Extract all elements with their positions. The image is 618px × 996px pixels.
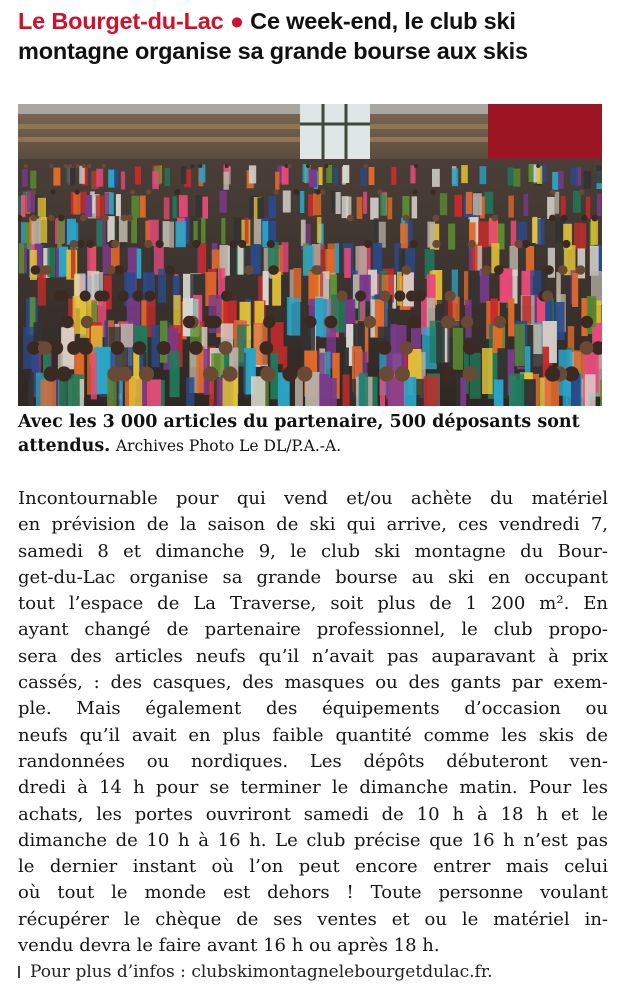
body-line: ple. Mais également des équipements d’occasion ou	[18, 698, 608, 720]
body-line: get-du-Lac organise sa grande bourse au ski en occupant	[18, 566, 608, 588]
body-line: Incontournable pour qui vend et/ou achète du matériel	[18, 488, 608, 509]
location-kicker: Le Bourget-du-Lac	[18, 8, 224, 34]
body-line: randonnées ou nordiques. Les dépôts débuteront ven-	[18, 750, 608, 772]
body-line: récupérer le chèque de ses ventes et ou le matériel in-	[18, 908, 608, 930]
article-photo	[18, 104, 602, 406]
body-line: ayant changé de partenaire professionnel, le club propo-	[18, 619, 608, 641]
article-title: Ce week-end, le club ski montagne organise sa grande bourse aux skis	[18, 8, 528, 64]
body-line: tout l’espace de La Traverse, soit plus de 1 200 m². En	[18, 593, 608, 615]
body-line: achats, les portes ouvriront samedi de 10 h à 18 h et le	[18, 803, 608, 825]
article-body	[18, 486, 608, 959]
body-line: dimanche de 10 h à 16 h. Le club précise que 16 h n’est pas	[18, 829, 608, 851]
body-line: où tout le monde est dehors ! Toute personne voulant	[18, 882, 608, 904]
footer-marker	[18, 966, 20, 978]
body-line: vendu devra le faire avant 16 h ou après 18 h.	[18, 935, 440, 957]
body-line: neufs qu’il avait en plus faible quantité comme les skis de	[18, 724, 608, 746]
bullet-icon: ●	[229, 8, 244, 34]
body-line: cassés, : des casques, des masques ou des gants par exem-	[18, 672, 608, 694]
body-line: samedi 8 et dimanche 9, le club ski montagne du Bour-	[18, 540, 608, 562]
caption-text: Avec les 3 000 articles du partenaire, 500 déposants sont attendus.	[18, 412, 580, 456]
body-line: en prévision de la saison de ski qui arrive, ces vendredi 7,	[18, 514, 608, 536]
footer-link-text[interactable]: Pour plus d’infos : clubskimontagnelebourgetdulac.fr.	[30, 962, 493, 982]
photo-caption	[18, 410, 608, 458]
photo-credit: Archives Photo Le DL/P.A.-A.	[115, 437, 342, 455]
article-headline	[18, 6, 608, 66]
body-line: dredi à 14 h pour se terminer le dimanche matin. Pour les	[18, 777, 608, 799]
ski-sale-crowd-image	[18, 104, 602, 406]
body-line: sera des articles neufs qu’il n’avait pas auparavant à prix	[18, 645, 608, 667]
article-footer	[18, 960, 608, 984]
body-line: le dernier instant où l’on peut encore entrer mais celui	[18, 856, 608, 878]
